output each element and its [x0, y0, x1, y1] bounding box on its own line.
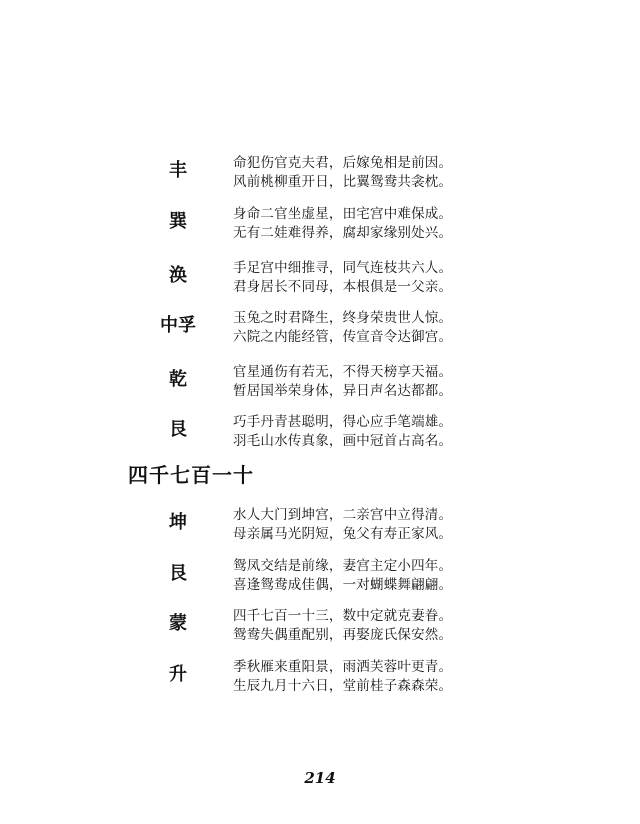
hexagram-name: 巽: [169, 211, 187, 232]
hexagram-name: 乾: [169, 369, 187, 390]
verse-line-2: 君身居长不同母，本根俱是一父亲。: [233, 279, 453, 295]
hexagram-name: 涣: [169, 265, 187, 286]
verse-line-1: 四千七百一十三，数中定就克妻眷。: [233, 608, 453, 624]
entry-5: [0, 362, 640, 402]
verse-line-2: 无有二娃难得养，腐却家缘别处兴。: [233, 225, 453, 241]
verse-line-2: 生辰九月十六日，堂前桂子森森荣。: [233, 678, 453, 694]
entry-1: [0, 153, 640, 193]
verse-line-1: 巧手丹青甚聪明，得心应手笔端雄。: [233, 414, 453, 430]
hexagram-name: 丰: [169, 160, 187, 181]
entry-3: [0, 258, 640, 298]
verse-line-2: 喜逢鸳鸯成佳偶，一对蝴蝶舞翩翩。: [233, 577, 453, 593]
verse-line-1: 命犯伤官克夫君，后嫁兔相是前因。: [233, 155, 453, 171]
hexagram-name: 升: [169, 664, 187, 685]
entry-6: [0, 412, 640, 452]
verse-line-1: 官星通伤有若无，不得天榜享天福。: [233, 364, 453, 380]
verse-line-2: 风前桃柳重开日，比翼鸳鸯共衾枕。: [233, 174, 453, 190]
verse-line-2: 母亲属马光阴短，兔父有寿正家风。: [233, 526, 453, 542]
hexagram-name: 蒙: [169, 613, 187, 634]
verse-line-2: 鸳鸯失偶重配别，再娶庞氏保安然。: [233, 627, 453, 643]
entry-10: [0, 657, 640, 697]
hexagram-name: 艮: [169, 419, 187, 440]
entry-2: [0, 204, 640, 244]
hexagram-name: 艮: [169, 563, 187, 584]
page-number: 214: [304, 769, 336, 787]
verse-line-2: 六院之内能经管，传宣音令达御宫。: [233, 329, 453, 345]
section-heading: 四千七百一十: [128, 463, 254, 487]
verse-line-1: 手足宫中细推寻，同气连枝共六人。: [233, 260, 453, 276]
entry-9: [0, 606, 640, 646]
hexagram-name: 中孚: [160, 315, 196, 336]
verse-line-1: 玉兔之时君降生，终身荣贵世人惊。: [233, 310, 453, 326]
entry-8: [0, 556, 640, 596]
entry-7: [0, 505, 640, 545]
verse-line-2: 羽毛山水传真象，画中冠首占高名。: [233, 433, 453, 449]
verse-line-1: 鸳凤交结是前缘，妻宫主定小四年。: [233, 558, 453, 574]
entry-4: [0, 308, 640, 348]
verse-line-1: 季秋雁来重阳景，雨洒芙蓉叶更青。: [233, 659, 453, 675]
verse-line-1: 水人大门到坤宫，二亲宫中立得清。: [233, 507, 453, 523]
verse-line-2: 暂居国举荣身体，异日声名达都都。: [233, 383, 453, 399]
verse-line-1: 身命二官坐虚星，田宅宫中难保成。: [233, 206, 453, 222]
hexagram-name: 坤: [169, 512, 187, 533]
